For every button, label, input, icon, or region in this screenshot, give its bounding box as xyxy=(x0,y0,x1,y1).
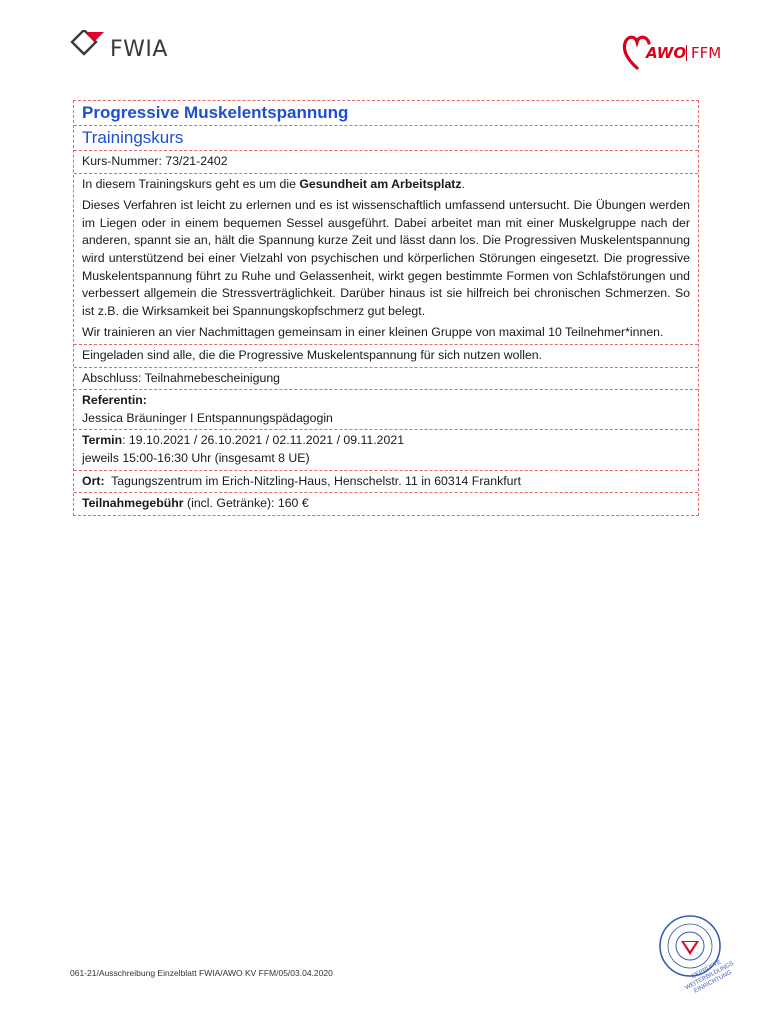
invited-text: Eingeladen sind alle, die die Progressive Muskelentspannung für sich nutzen wollen. xyxy=(74,345,698,368)
dates-label: Termin xyxy=(82,433,123,448)
dates-section xyxy=(74,430,698,470)
intro-prefix: In diesem Trainingskurs geht es um die xyxy=(82,176,300,191)
intro-bold: Gesundheit am Arbeitsplatz xyxy=(299,176,462,191)
speaker-label: Referentin: xyxy=(82,393,147,408)
awo-logo xyxy=(622,32,732,72)
course-number: Kurs-Nummer: 73/21-2402 xyxy=(74,151,698,174)
fwia-logo xyxy=(70,30,180,66)
speaker-name: Jessica Bräuninger I Entspannungspädagogin xyxy=(82,410,333,425)
dates-time: jeweils 15:00-16:30 Uhr (insgesamt 8 UE) xyxy=(82,450,310,465)
fee-label: Teilnahmegebühr xyxy=(82,496,184,511)
awo-logo-text: AWO xyxy=(646,44,687,62)
speaker-section xyxy=(74,390,698,430)
certification-seal xyxy=(650,908,734,998)
location-value: Tagungszentrum im Erich-Nitzling-Haus, Henschelstr. 11 in 60314 Frankfurt xyxy=(104,473,522,488)
course-description-block xyxy=(74,174,698,345)
fee-section xyxy=(74,493,698,515)
location-label: Ort: xyxy=(82,473,105,488)
course-subtitle: Trainingskurs xyxy=(74,126,698,151)
footer-reference: 061-21/Ausschreibung Einzelblatt FWIA/AWO KV FFM/05/03.04.2020 xyxy=(70,968,333,978)
ffm-logo-text: FFM xyxy=(691,44,722,62)
group-paragraph: Wir trainieren an vier Nachmittagen gemeinsam in einer kleinen Gruppe von maximal 10 Teilnehmer*innen. xyxy=(82,325,664,340)
location-section xyxy=(74,471,698,494)
certificate-text: Abschluss: Teilnahmebescheinigung xyxy=(74,368,698,391)
intro-paragraph xyxy=(82,176,690,194)
dates-value: : 19.10.2021 / 26.10.2021 / 02.11.2021 / 09.11.2021 xyxy=(122,433,405,448)
fwia-logo-mark xyxy=(70,30,106,64)
seal-text: GEPRÜFTE WEITERBILDUNGS EINRICHTUNG xyxy=(684,959,736,995)
awo-logo-separator xyxy=(686,45,687,61)
fwia-logo-text: FWIA xyxy=(110,37,168,62)
course-box xyxy=(73,100,699,516)
course-title: Progressive Muskelentspannung xyxy=(74,101,698,126)
fee-value: (incl. Getränke): 160 € xyxy=(183,496,309,511)
intro-suffix: . xyxy=(461,176,465,191)
description-paragraph: Dieses Verfahren ist leicht zu erlernen und es ist wissenschaftlich umfassend untersucht. Die Übungen werden im Liegen oder in einem bequemen Sessel ausgeführt. Dabei arbeitet man mit einer Muskelgruppe nach der anderen, spannt sie an, hält die Spannung kurze Zeit und lässt dann los. Die Progressiven Muskelentspannung wird unterstützend bei einer Vielzahl von psychischen und körperlichen Störungen eingesetzt. Die progressive Muskelentspannung führt zu Ruhe und Gelassenheit, wirkt gegen bestimmte Formen von Schlafstörungen und verbessert allgemein die Stressverträglichkeit. Darüber hinaus ist sie hilfreich bei chronischen Schmerzen. So ist z.B. die Wirksamkeit bei Spannungskopfschmerz gut belegt. xyxy=(82,198,690,318)
